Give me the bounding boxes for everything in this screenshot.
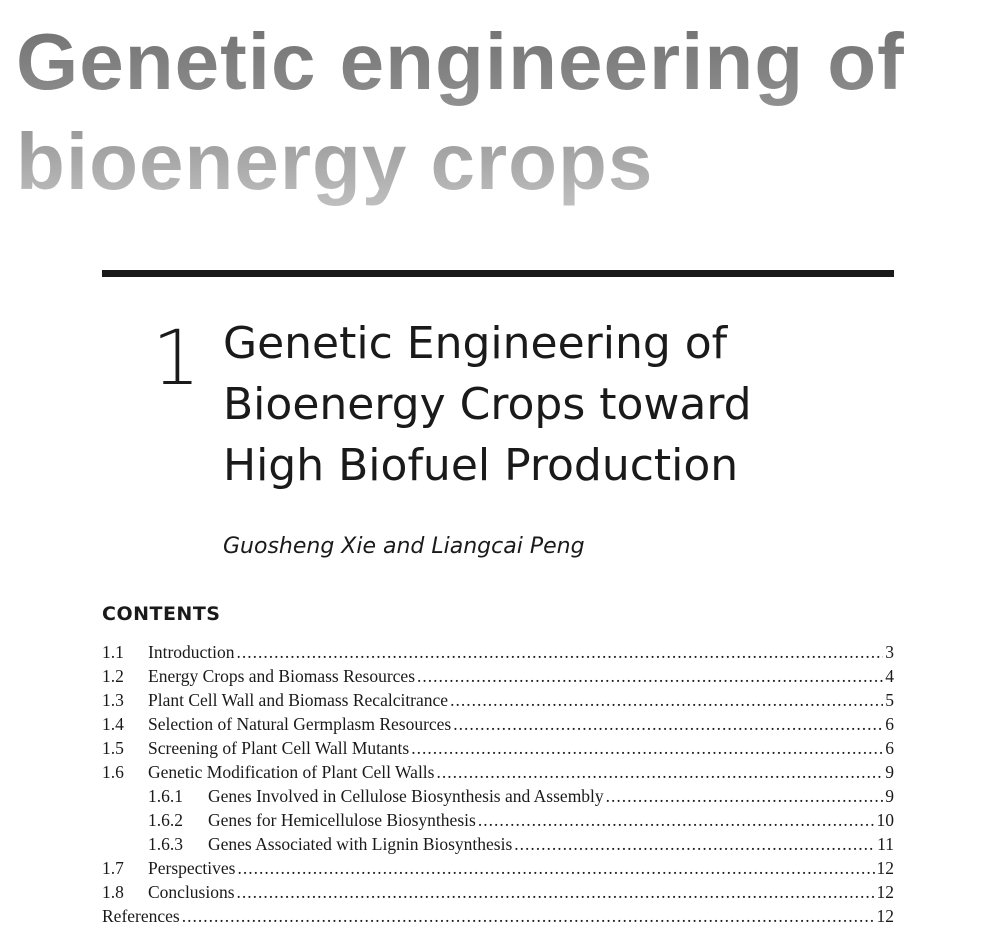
toc-entry-1-3[interactable] [102,688,894,712]
toc-entry-number: 1.6.2 [148,810,183,830]
toc-entry-page: 3 [885,642,894,662]
toc-dot-leader [514,832,875,856]
toc-entry-number: 1.4 [102,714,124,734]
toc-entry-label: Genetic Modification of Plant Cell Walls [148,762,435,782]
toc-entry-page: 10 [876,810,894,830]
toc-entry-1-4[interactable] [102,712,894,736]
toc-dot-leader [450,688,883,712]
toc-entry-number: 1.3 [102,690,124,710]
chapter-divider-rule [102,270,894,277]
toc-entry-number: 1.8 [102,882,124,902]
contents-heading: CONTENTS [102,603,221,625]
toc-entry-1-8[interactable] [102,880,894,904]
toc-entry-1-6-1[interactable] [102,784,894,808]
toc-entry-label: Selection of Natural Germplasm Resources [148,714,452,734]
toc-entry-page: 12 [876,858,894,878]
toc-entry-1-7[interactable] [102,856,894,880]
chapter-title [223,313,883,496]
page-banner-title [16,12,976,212]
toc-entry-number: 1.1 [102,642,124,662]
chapter-authors: Guosheng Xie and Liangcai Peng [223,534,585,559]
toc-dot-leader [453,712,883,736]
toc-entry-page: 9 [885,762,894,782]
toc-entry-page: 12 [876,882,894,902]
toc-entry-number: 1.6.3 [148,834,183,854]
toc-dot-leader [237,880,875,904]
toc-entry-label: Energy Crops and Biomass Resources [148,666,416,686]
toc-dot-leader [417,664,883,688]
toc-entry-1-5[interactable] [102,736,894,760]
toc-entry-1-6-2[interactable] [102,808,894,832]
chapter-title-line-3: High Biofuel Production [223,440,739,491]
toc-entry-label: Genes for Hemicellulose Biosynthesis [208,810,476,830]
toc-entry-page: 9 [885,786,894,806]
toc-dot-leader [182,904,875,928]
toc-entry-1-1[interactable] [102,640,894,664]
toc-entry-page: 6 [885,714,894,734]
toc-entry-1-6-3[interactable] [102,832,894,856]
toc-entry-label: Conclusions [148,882,235,902]
toc-dot-leader [436,760,883,784]
toc-dot-leader [411,736,883,760]
toc-entry-label: Genes Associated with Lignin Biosynthesis [208,834,513,854]
toc-entry-page: 6 [885,738,894,758]
banner-line-2: bioenergy crops [16,117,654,206]
table-of-contents [102,640,894,928]
toc-entry-page: 4 [885,666,894,686]
toc-entry-number: 1.2 [102,666,124,686]
toc-entry-page: 12 [876,906,894,926]
toc-entry-number: 1.6.1 [148,786,183,806]
toc-entry-number: 1.5 [102,738,124,758]
toc-entry-page: 11 [877,834,894,854]
toc-entry-label: Plant Cell Wall and Biomass Recalcitrance [148,690,449,710]
toc-entry-page: 5 [885,690,894,710]
toc-entry-references[interactable] [102,904,894,928]
toc-entry-label: References [102,906,180,926]
toc-dot-leader [606,784,884,808]
toc-entry-number: 1.6 [102,762,124,782]
toc-entry-label: Screening of Plant Cell Wall Mutants [148,738,410,758]
toc-dot-leader [237,640,884,664]
toc-entry-1-6[interactable] [102,760,894,784]
toc-entry-number: 1.7 [102,858,124,878]
toc-dot-leader [478,808,875,832]
chapter-number: 1 [152,313,201,402]
chapter-title-line-2: Bioenergy Crops toward [223,379,752,430]
toc-entry-label: Introduction [148,642,235,662]
toc-entry-1-2[interactable] [102,664,894,688]
toc-dot-leader [237,856,874,880]
chapter-title-line-1: Genetic Engineering of [223,318,728,369]
banner-line-1: Genetic engineering of [16,17,905,106]
toc-entry-label: Genes Involved in Cellulose Biosynthesis and Assembly [208,786,604,806]
toc-entry-label: Perspectives [148,858,236,878]
